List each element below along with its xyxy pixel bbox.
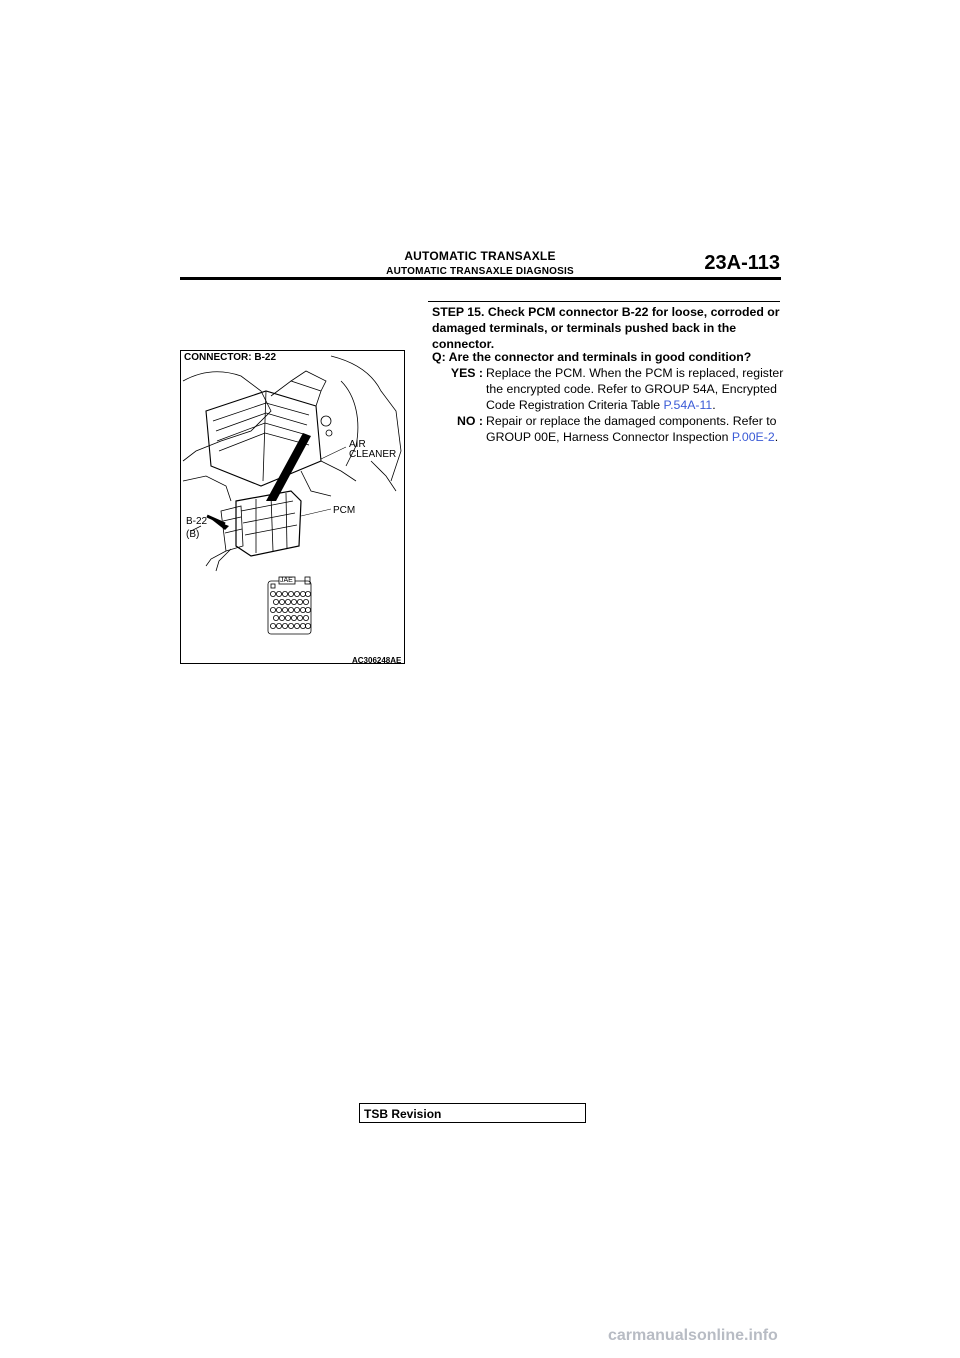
yes-link[interactable]: P.54A-11 [663,398,713,412]
step-heading: STEP 15. Check PCM connector B-22 for loose, corroded or damaged terminals, or terminals pushed back in the connector. [432,305,780,351]
label-jae: JAE [280,577,293,584]
figure-title: CONNECTOR: B-22 [184,352,277,363]
no-link[interactable]: P.00E-2 [731,430,775,444]
no-body: Repair or replace the damaged components. Refer to GROUP 00E, Harness Connector Inspection [486,414,777,444]
manual-subsection-title: AUTOMATIC TRANSAXLE DIAGNOSIS [386,266,574,277]
answer-no [432,413,784,445]
yes-body: Replace the PCM. When the PCM is replaced, register the encrypted code. Refer to GROUP 54A, Encrypted Code Registration Criteria Table [486,366,784,412]
manual-section-title: AUTOMATIC TRANSAXLE [404,249,556,263]
figure-code: AC306248AE [352,656,402,665]
label-air: AIR [349,439,366,450]
answer-yes [432,365,784,413]
yes-label: YES : [450,366,483,380]
label-pcm: PCM [333,505,356,516]
tsb-revision-box: TSB Revision [359,1103,586,1123]
no-text [483,413,784,445]
label-cleaner: CLEANER [349,449,397,460]
header-rule [180,277,781,280]
label-b: (B) [186,529,200,540]
label-b22: B-22 [186,516,208,527]
yes-text [483,365,784,413]
page-code: 23A-113 [704,252,780,274]
engine-bay-illustration [181,351,404,663]
no-end: . [774,430,779,444]
step-question: Q: Are the connector and terminals in good condition? [432,350,752,364]
watermark: carmanualsonline.info [608,1327,778,1344]
connector-figure [180,350,405,664]
no-label: NO : [457,414,483,428]
step-rule [428,301,780,302]
yes-end: . [712,398,716,412]
